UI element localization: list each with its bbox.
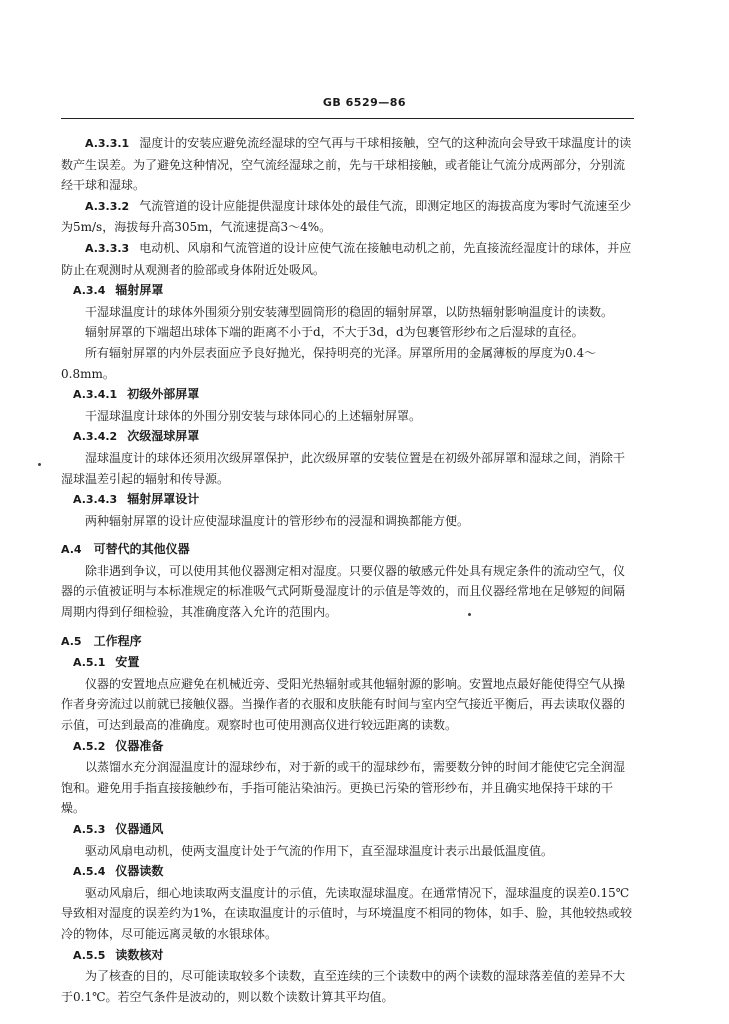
clause-heading: [61, 819, 634, 841]
clause-title: 仪器通风: [115, 822, 164, 836]
clause-paragraph: [61, 238, 634, 280]
clause-heading: [61, 426, 634, 448]
clause-text: 仪器的安置地点应避免在机械近旁、受阳光热辐射或其他辐射源的影响。安置地点最好能使得空气从操作者身旁流过以前就已接触仪器。当操作者的衣服和皮肤能有时间与室内空气接近平衡后，再去读取仪器的示值，可达到最高的准确度。观察时也可使用测高仪进行较远距离的读数。: [61, 676, 626, 733]
clause-number: A.3.4.1: [73, 388, 118, 402]
clause-heading: [61, 384, 634, 406]
clause-text: 为了核查的目的，尽可能读取较多个读数，直至连续的三个读数中的两个读数的湿球落差值的差异不大于0.1℃。若空气条件是波动的，则以数个读数计算其平均值。: [61, 969, 626, 1004]
clause-title: 次级湿球屏罩: [127, 429, 200, 444]
header-rule: [61, 118, 634, 119]
document-body: [61, 133, 634, 1007]
body-paragraph: [61, 406, 634, 427]
clause-heading: [61, 861, 634, 883]
body-paragraph: [61, 302, 634, 323]
scan-speck: [38, 463, 41, 466]
clause-number: A.5.4: [73, 865, 106, 879]
body-paragraph: [61, 511, 634, 532]
clause-text: 驱动风扇后，细心地读取两支温度计的示值，先读取湿球温度。在通常情况下，湿球温度的误差0.15℃导致相对湿度的误差约为1%，在读取温度计的示值时，与环境温度不相同的物体，如手、脸，其他较热或较冷的物体，尽可能远离灵敏的水银球体。: [61, 885, 633, 941]
clause-title: 辐射屏罩: [115, 283, 164, 298]
clause-title: 仪器读数: [115, 864, 164, 879]
body-paragraph: [61, 343, 634, 384]
clause-heading: [61, 945, 634, 967]
clause-title: 仪器准备: [115, 738, 164, 753]
body-paragraph: [61, 561, 634, 623]
clause-text: 湿度计的安装应避免流经湿球的空气再与干球相接触，空气的这种流向会导致干球温度计的读数产生误差。为了避免这种情况，空气流经湿球之前，先与干球相接触，或者能让气流分成两部分，分别流经干球和湿球。: [61, 136, 632, 193]
clause-paragraph: [61, 133, 634, 196]
body-paragraph: [61, 322, 634, 343]
clause-text: 驱动风扇电动机，使两支温度计处于气流的作用下，直至湿球温度计表示出最低温度值。: [85, 843, 554, 858]
clause-text: 气流管道的设计应能提供湿度计球体处的最佳气流，即测定地区的海拔高度为零时气流速至少为5m/s，海拔每升高305m，气流速提高3～4%。: [61, 198, 632, 235]
clause-number: A.3.3.2: [85, 199, 130, 213]
clause-heading: [61, 736, 634, 758]
clause-number: A.5: [61, 634, 82, 648]
clause-heading: [61, 652, 634, 674]
clause-text: 以蒸馏水充分润湿温度计的湿球纱布，对于新的或干的湿球纱布，需要数分钟的时间才能使它完全润湿饱和。避免用手指直接接触纱布，手指可能沾染油污。更换已污染的管形纱布，并且确实地保持干球的干燥。: [61, 760, 626, 816]
section-heading: [61, 631, 634, 653]
clause-text: 湿球温度计的球体还须用次级屏罩保护，此次级屏罩的安装位置是在初级外部屏罩和湿球之间，消除干湿球温差引起的辐射和传导源。: [61, 450, 626, 486]
clause-heading: [61, 489, 634, 511]
clause-title: 安置: [115, 655, 140, 670]
body-paragraph: [61, 757, 634, 819]
body-paragraph: [61, 841, 634, 862]
clause-title: 读数核对: [115, 947, 164, 962]
clause-number: A.5.1: [73, 656, 106, 670]
clause-text: 两种辐射屏罩的设计应使湿球温度计的管形纱布的浸湿和调换都能方便。: [85, 513, 470, 528]
clause-number: A.3.4.3: [73, 493, 118, 507]
clause-number: A.3.4: [73, 284, 106, 298]
clause-title: 工作程序: [93, 633, 142, 648]
clause-number: A.4: [61, 543, 82, 557]
clause-title: 初级外部屏罩: [127, 387, 200, 402]
body-paragraph: [61, 883, 634, 945]
section-spacer: [61, 623, 634, 631]
clause-text: 电动机、风扇和气流管道的设计应使气流在接触电动机之前，先直接流经湿度计的球体，并应防止在观测时从观测者的脸部或身体附近处吸风。: [61, 240, 632, 277]
clause-number: A.3.3.1: [85, 137, 130, 150]
standard-code-header: GB 6529—86: [322, 96, 407, 109]
clause-number: A.5.5: [73, 948, 106, 962]
clause-number: A.5.3: [73, 823, 106, 836]
clause-text: 干湿球温度计球体的外围分别安装与球体同心的上述辐射屏罩。: [85, 408, 422, 423]
clause-title: 可替代的其他仪器: [93, 542, 190, 557]
scan-speck: [468, 613, 471, 616]
body-paragraph: [61, 966, 634, 1007]
section-spacer: [61, 531, 634, 539]
clause-heading: [61, 280, 634, 302]
clause-text: 除非遇到争议，可以使用其他仪器测定相对湿度。只要仪器的敏感元件处具有规定条件的流动空气，仪器的示值被证明与本标准规定的标准吸气式阿斯曼湿度计的示值是等效的，而且仪器经常地在足够短的间隔周期内得到仔细检验，其准确度落入允许的范围内。: [61, 563, 626, 620]
body-paragraph: [61, 674, 634, 736]
clause-title: 辐射屏罩设计: [127, 492, 200, 507]
clause-text: 辐射屏罩的下端超出球体下端的距离不小于d，不大于3d，d为包裹管形纱布之后湿球的直径。: [85, 325, 584, 340]
clause-number: A.5.2: [73, 739, 106, 753]
clause-number: A.3.3.3: [85, 241, 130, 255]
section-heading: [61, 539, 634, 561]
clause-text: 干湿球温度计的球体外围须分别安装薄型圆筒形的稳固的辐射屏罩，以防热辐射影响温度计的读数。: [85, 304, 614, 319]
clause-text: 所有辐射屏罩的内外层表面应予良好抛光，保持明亮的光泽。屏罩所用的金属薄板的厚度为0.4～0.8mm。: [61, 345, 597, 381]
body-paragraph: [61, 448, 634, 489]
clause-paragraph: [61, 196, 634, 238]
clause-number: A.3.4.2: [73, 430, 118, 444]
